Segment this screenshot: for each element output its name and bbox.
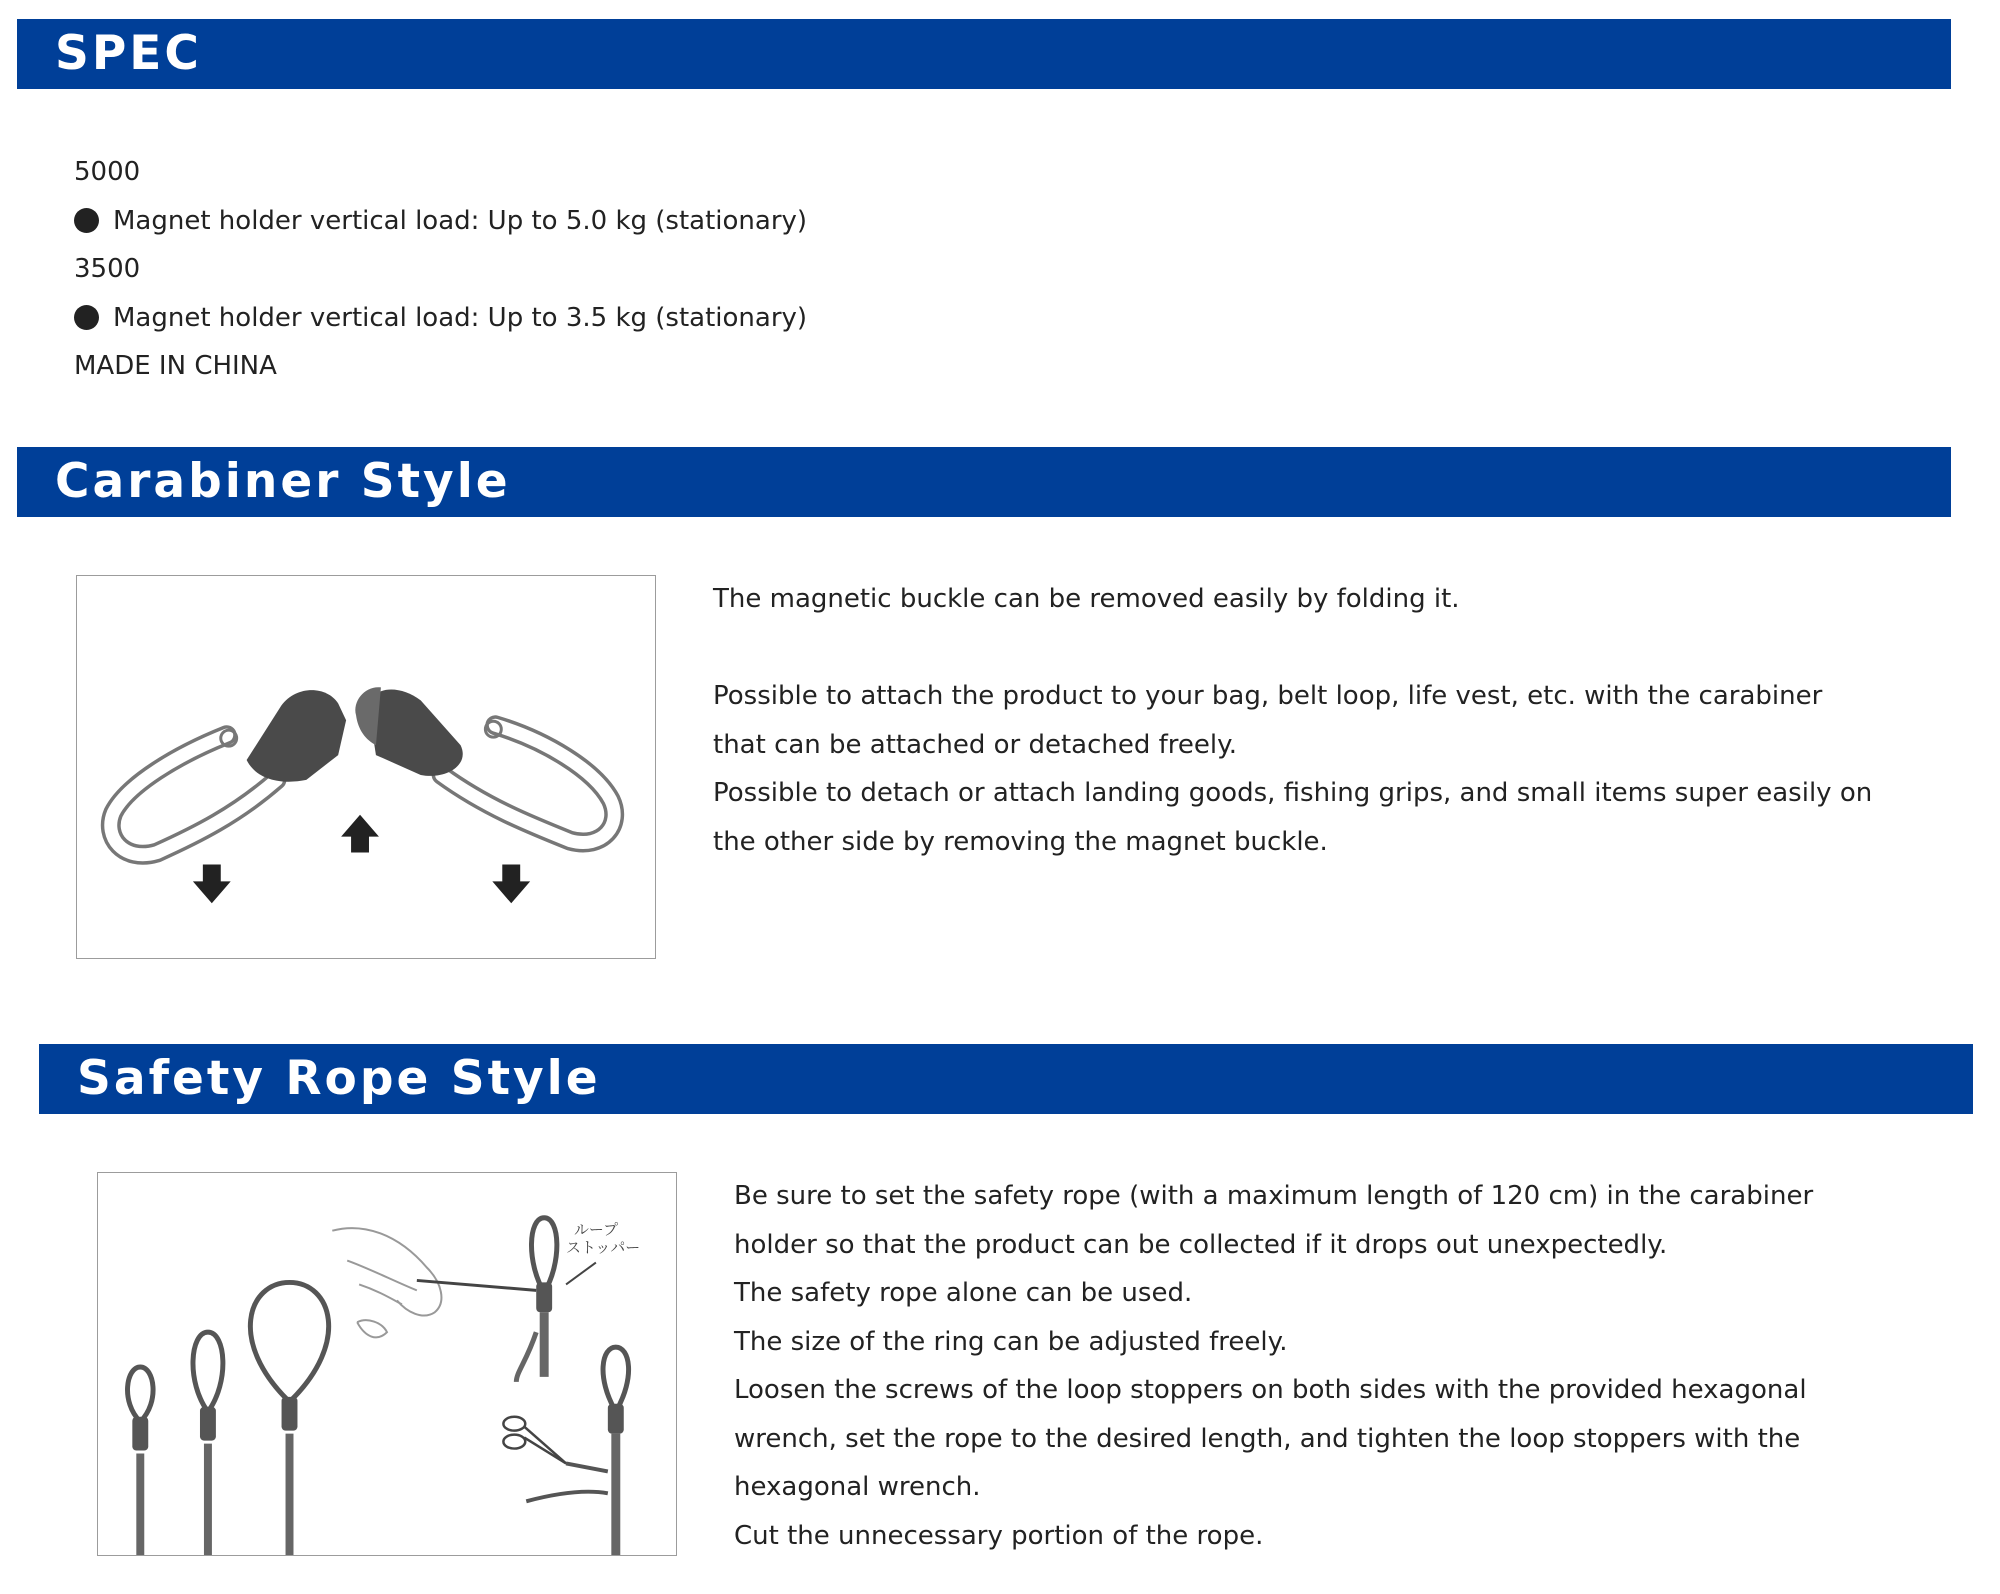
rope-text-line: Be sure to set the safety rope (with a maximum length of 120 cm) in the carabiner — [734, 1181, 1814, 1211]
safety-rope-illustration — [97, 1172, 677, 1556]
loop-stopper-label: ループ — [574, 1220, 619, 1239]
arrow-down-icon — [193, 864, 231, 903]
safety-rope-drawing — [98, 1173, 676, 1555]
carabiner-illustration — [76, 575, 656, 959]
rope-text-line: Cut the unnecessary portion of the rope. — [734, 1520, 1264, 1551]
safety-rope-description — [734, 1172, 1954, 1560]
rope-text-line: wrench, set the rope to the desired length, and tighten the loop stoppers with the — [734, 1423, 1801, 1454]
carabiner-description — [713, 575, 1933, 866]
rope-text-line: The size of the ring can be adjusted freely. — [734, 1326, 1288, 1357]
carabiner-text-line: Possible to detach or attach landing goods, fishing grips, and small items super easily on — [713, 778, 1873, 808]
spec-list — [74, 148, 807, 391]
carabiner-heading: Carabiner Style — [17, 447, 1951, 517]
rope-text-line: Loosen the screws of the loop stoppers on both sides with the provided hexagonal — [734, 1375, 1807, 1405]
carabiner-text-line: the other side by removing the magnet buckle. — [713, 826, 1328, 857]
bullet-icon — [74, 305, 99, 330]
rope-text-line: hexagonal wrench. — [734, 1472, 981, 1502]
carabiner-text-line: that can be attached or detached freely. — [713, 729, 1238, 760]
safety-rope-heading: Safety Rope Style — [39, 1044, 1973, 1114]
rope-text-line: The safety rope alone can be used. — [734, 1278, 1193, 1308]
model-5000: 5000 — [74, 157, 141, 187]
carabiner-text-line: The magnetic buckle can be removed easily by folding it. — [713, 584, 1460, 614]
carabiner-magnet-drawing — [77, 576, 655, 958]
carabiner-text-line: Possible to attach the product to your bag, belt loop, life vest, etc. with the carabiner — [713, 681, 1823, 711]
arrow-up-icon — [341, 815, 379, 853]
scissors-icon — [503, 1417, 566, 1464]
arrow-down-icon — [492, 864, 530, 903]
rope-text-line: holder so that the product can be collected if it drops out unexpectedly. — [734, 1229, 1668, 1260]
loop-stopper-label: ストッパー — [566, 1238, 641, 1257]
load-3500-row — [74, 294, 807, 343]
origin-text: MADE IN CHINA — [74, 351, 277, 381]
model-3500: 3500 — [74, 254, 141, 284]
load-5000-text: Magnet holder vertical load: Up to 5.0 kg (stationary) — [113, 205, 808, 236]
bullet-icon — [74, 208, 99, 233]
load-5000-row — [74, 197, 807, 246]
load-3500-text: Magnet holder vertical load: Up to 3.5 kg (stationary) — [113, 302, 808, 333]
spec-heading: SPEC — [17, 19, 1951, 89]
